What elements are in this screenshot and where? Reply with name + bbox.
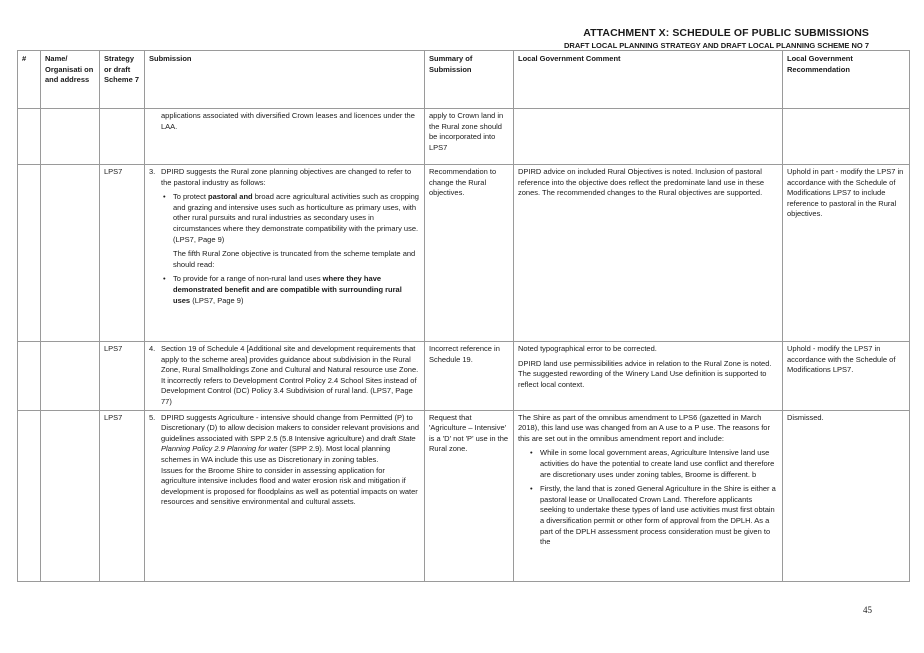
page-number: 45 <box>863 605 872 615</box>
cell-strategy: LPS7 <box>100 342 145 411</box>
col-header-submission: Submission <box>145 51 425 109</box>
col-header-recommendation: Local Government Recommendation <box>783 51 910 109</box>
cell-number <box>18 165 41 342</box>
cell-comment <box>514 342 783 411</box>
col-header-summary: Summary of Submission <box>425 51 514 109</box>
comment-paragraph: Noted typographical error to be corrected. <box>518 344 657 353</box>
cell-comment <box>514 109 783 165</box>
col-header-strategy: Strategy or draft Scheme 7 <box>100 51 145 109</box>
cell-summary: apply to Crown land in the Rural zone should be incorporated into LPS7 <box>425 109 514 165</box>
submission-bullet: • To provide for a range of non-rural land uses where they have demonstrated benefit and are compatible with surrounding rural uses (LPS7, Page 9) <box>173 274 420 306</box>
table-row <box>18 410 910 581</box>
cell-recommendation <box>783 109 910 165</box>
cell-number <box>18 342 41 411</box>
cell-number <box>18 109 41 165</box>
cell-strategy <box>100 109 145 165</box>
cell-submission <box>145 342 425 411</box>
cell-name <box>41 410 100 581</box>
col-header-number: # <box>18 51 41 109</box>
cell-comment <box>514 410 783 581</box>
table-row <box>18 342 910 411</box>
submission-number: 5. <box>149 412 156 422</box>
comment-paragraph: The Shire as part of the omnibus amendment to LPS6 (gazetted in March 2018), this land use was changed from an A use to a P use. The reasons for this are set out in the omnibus amendment report and include: <box>518 412 770 443</box>
col-header-name: Name/ Organisati on and address <box>41 51 100 109</box>
document-title: ATTACHMENT X: SCHEDULE OF PUBLIC SUBMISSIONS <box>583 27 869 39</box>
submission-number: 3. <box>149 167 156 176</box>
cell-summary: Incorrect reference in Schedule 19. <box>425 342 514 411</box>
submission-note: The fifth Rural Zone objective is truncated from the scheme template and should read: <box>173 249 416 269</box>
submission-intro: DPIRD suggests the Rural zone planning objectives are changed to refer to the pastoral industry as follows: <box>161 167 412 187</box>
cell-submission <box>145 410 425 581</box>
submission-number: 4. <box>149 344 156 353</box>
cell-summary: Recommendation to change the Rural objectives. <box>425 165 514 342</box>
cell-submission <box>145 109 425 165</box>
cell-summary: Request that 'Agriculture – Intensive' is a 'D' not 'P' use in the Rural zone. <box>425 410 514 581</box>
cell-name <box>41 342 100 411</box>
submission-bullet: • To protect pastoral and broad acre agricultural activities such as cropping and grazing and intensive uses such as horticulture as primary uses, with other rural pursuits and rural industries as secondary uses in circumstances where they demonstrate compatibility with the primary use. (LPS7, Page 9) <box>173 192 420 245</box>
submission-text: Section 19 of Schedule 4 [Additional site and development requirements that apply to the scheme area] provides guidance about subdivision in the Rural Zone, Rural Smallholdings Zone and Cultural and Natural resource use Zone. It incorrectly refers to Development Control Policy 2.4 School Sites instead of Development Control (DC) Policy 3.4 Subdivision of rural land. (LPS7, Page 77) <box>161 344 419 406</box>
submissions-table <box>17 50 910 582</box>
cell-comment: DPIRD advice on included Rural Objectives is noted. Inclusion of pastoral reference into the objective does reflect the predominate land use in these zones. The recommended changes to the Rural objectives are supported. <box>514 165 783 342</box>
submission-text: applications associated with diversified Crown leases and licences under the LAA. <box>161 111 415 131</box>
table-row <box>18 109 910 165</box>
cell-recommendation: Uphold in part - modify the LPS7 in accordance with the Schedule of Modifications LPS7 to include reference to pastoral in the Rural objectives. <box>783 165 910 342</box>
cell-strategy: LPS7 <box>100 165 145 342</box>
table-row <box>18 165 910 342</box>
cell-number <box>18 410 41 581</box>
submission-text: DPIRD suggests Agriculture - intensive should change from Permitted (P) to Discretionary (D) to allow decision makers to consider relevant provisions and guidelines associated with SPP 2.5 (5.8 Intensive agriculture) and draft State Planning Policy 2.9 Planning for water (SPP 2.9). Most local planning schemes in WA include this use as Discretionary in zoning tables. <box>161 412 420 464</box>
table-header-row <box>18 51 910 109</box>
cell-submission <box>145 165 425 342</box>
cell-recommendation: Uphold - modify the LPS7 in accordance with the Schedule of Modifications LPS7. <box>783 342 910 411</box>
cell-strategy: LPS7 <box>100 410 145 581</box>
comment-paragraph: DPIRD land use permissibilities advice in relation to the Rural Zone is noted. The suggested rewording of the Winery Land Use definition is supported to reflect local context. <box>518 358 772 389</box>
submission-text: Issues for the Broome Shire to consider in assessing application for agriculture intensive includes flood and water erosion risk and mitigation if development is proposed for floodplains as well as potential impacts on water resources and sensitive environmental and cultural assets. <box>161 465 418 507</box>
document-subtitle: DRAFT LOCAL PLANNING STRATEGY AND DRAFT LOCAL PLANNING SCHEME NO 7 <box>563 41 869 50</box>
comment-bullet: • Firstly, the land that is zoned General Agriculture in the Shire is either a pastoral lease or Unallocated Crown Land. Therefore applicants seeking to undertake these types of land use activities must first obtain a diversification permit or other form of approval from the DPLH. As a part of the DPLH assessment process consideration must be given to the <box>540 484 778 548</box>
comment-bullet: • While in some local government areas, Agriculture Intensive land use activities do have the potential to create land use conflict and therefore are discretionary uses under zoning tables, Broome is different. b <box>540 448 778 480</box>
col-header-comment: Local Government Comment <box>514 51 783 109</box>
cell-recommendation: Dismissed. <box>783 410 910 581</box>
cell-name <box>41 165 100 342</box>
cell-name <box>41 109 100 165</box>
